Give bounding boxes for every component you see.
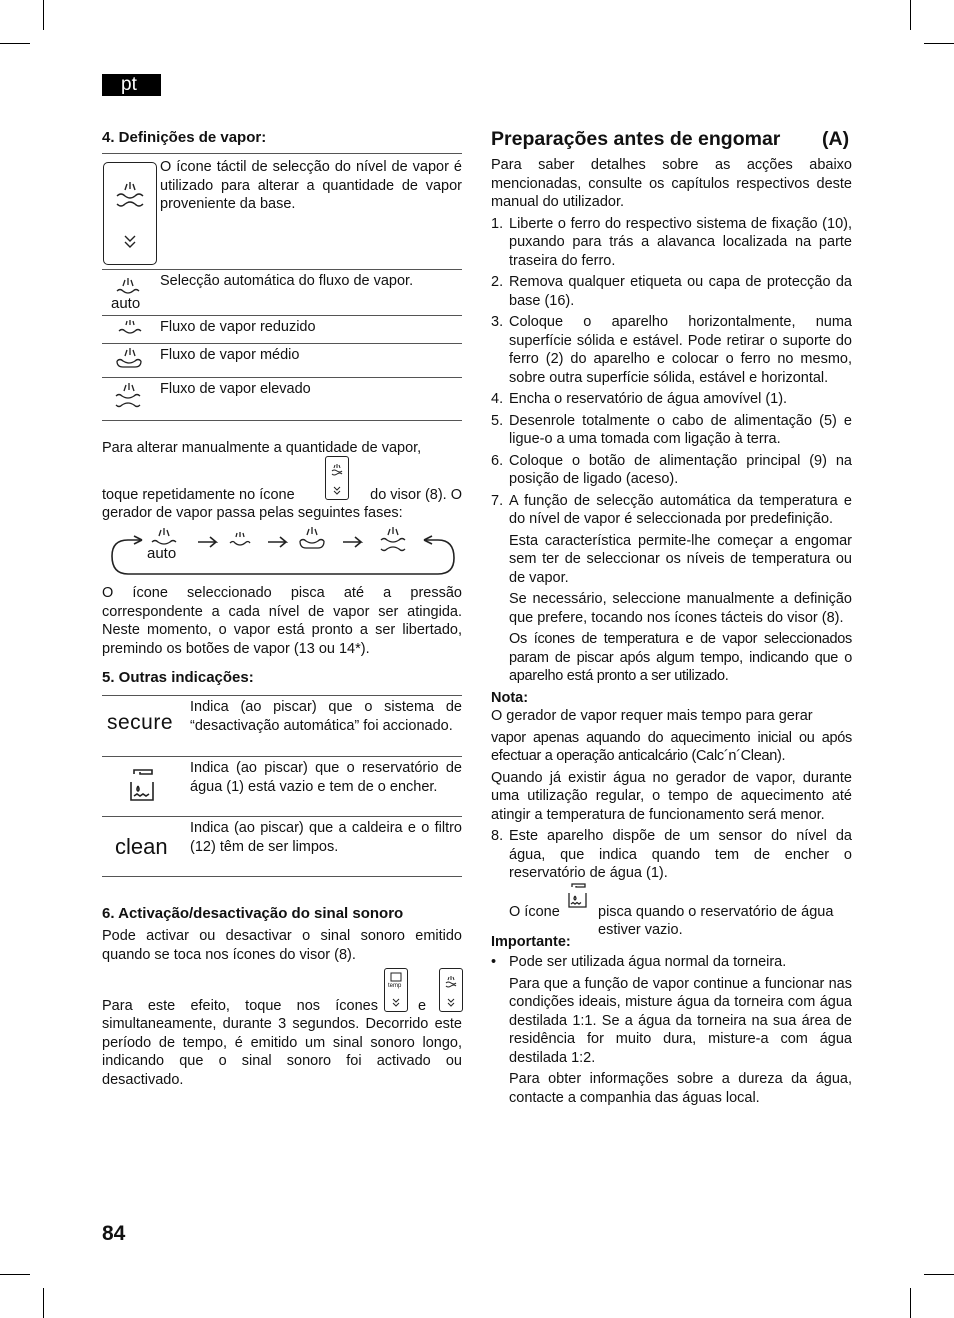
list-item: 8. Este aparelho dispõe de um sensor do nível da água, que indica quando tem de encher o reservatório de água (1). bbox=[491, 828, 852, 881]
section-6-text: Para este efeito, toque nos ícones bbox=[102, 998, 378, 1014]
crop-mark bbox=[910, 1288, 911, 1318]
step-8-icon-line: O ícone pisca quando o reservatório de água estiver vazio. bbox=[491, 887, 852, 931]
language-tab: pt bbox=[102, 74, 161, 96]
divider bbox=[102, 816, 462, 817]
steam-row-text: Fluxo de vapor médio bbox=[160, 347, 300, 363]
crop-mark bbox=[43, 0, 44, 30]
steam-low-icon bbox=[115, 319, 145, 339]
section-6-title: 6. Activação/desactivação do sinal sonoro bbox=[102, 905, 404, 922]
bullet-item: • Pode ser utilizada água normal da torneira. bbox=[491, 954, 787, 970]
nota-text: O gerador de vapor requer mais tempo para gerar bbox=[491, 708, 813, 724]
manual-change-text: gerador de vapor passa pelas seguintes fases: bbox=[102, 505, 403, 521]
importante-label: Importante: bbox=[491, 933, 571, 950]
right-column bbox=[491, 156, 852, 1107]
divider bbox=[102, 343, 462, 344]
list-item: 1. Liberte o ferro do respectivo sistema de fixação (10), puxando para trás a alavanca localizada na parte traseira do ferro. bbox=[491, 215, 852, 269]
nota-text: vapor apenas aquando do aquecimento inicial ou após efectuar a operação anticalcário (Calc´n´Clean). bbox=[491, 729, 852, 764]
nota-label: Nota: bbox=[491, 689, 529, 706]
list-item: 6. Coloque o botão de alimentação principal (9) na posição de ligado (aceso). bbox=[491, 452, 852, 487]
crop-mark bbox=[0, 43, 30, 44]
list-item: 2. Remova qualquer etiqueta ou capa de protecção da base (16). bbox=[491, 274, 852, 309]
step-7-extra: Se necessário, seleccione manualmente a definição que prefere, tocando nos ícones tácteis do visor (8). bbox=[509, 591, 852, 626]
steam-sequence-diagram: auto bbox=[106, 524, 458, 578]
manual-change-text: do visor (8). O bbox=[370, 487, 462, 503]
manual-change-text: toque repetidamente no ícone bbox=[102, 487, 295, 503]
secure-row-text: Indica (ao piscar) que o sistema de “desactivação automática” foi accionado. bbox=[190, 699, 462, 734]
clean-row-text: Indica (ao piscar) que a caldeira e o filtro (12) têm de ser limpos. bbox=[190, 820, 462, 855]
divider bbox=[102, 756, 462, 757]
page-title: Preparações antes de engomar bbox=[491, 128, 781, 150]
water-tank-empty-icon bbox=[567, 881, 589, 911]
divider bbox=[102, 377, 462, 378]
section-4-title: 4. Definições de vapor: bbox=[102, 129, 267, 146]
crop-mark bbox=[43, 1288, 44, 1318]
steam-row-text: Fluxo de vapor elevado bbox=[160, 381, 311, 397]
bullet-text: Para que a função de vapor continue a funcionar nas condições ideais, misture água da torneira com água destilada 1:1. Se a água da torneira na sua área de residência for muito dura, misture-a com água destilada 1:2. bbox=[509, 975, 852, 1066]
steam-touch-button-icon bbox=[103, 162, 157, 265]
crop-mark bbox=[910, 0, 911, 30]
step-7-extra: Os ícones de temperatura e de vapor seleccionados param de piscar após algum tempo, indicando que o aparelho está pronto a ser utilizado. bbox=[509, 631, 852, 684]
secure-icon: secure bbox=[107, 711, 174, 734]
nota-text: Quando já existir água no gerador de vapor, durante uma utilização regular, o tempo de aquecimento até atingir a temperatura de funcionamento será menor. bbox=[491, 769, 852, 823]
crop-mark bbox=[924, 1274, 954, 1275]
list-item: 4. Encha o reservatório de água amovível (1). bbox=[491, 391, 788, 407]
section-6-text: Pode activar ou desactivar o sinal sonoro emitido quando se toca nos ícones do visor (8). bbox=[102, 928, 462, 963]
divider bbox=[102, 153, 462, 154]
page-number: 84 bbox=[102, 1222, 126, 1245]
crop-mark bbox=[924, 43, 954, 44]
list-item: 3. Coloque o aparelho horizontalmente, numa superfície sólida e estável. Pode retirar o suporte do ferro (2) do aparelho e colocar o ferro no mesmo, sobre outra superfície sólida, estável e horizontal. bbox=[491, 314, 852, 386]
steam-medium-icon bbox=[113, 346, 145, 374]
steam-row-text: Fluxo de vapor reduzido bbox=[160, 319, 316, 335]
temp-touch-button-icon: temp bbox=[384, 968, 408, 1012]
blink-info-text: O ícone seleccionado pisca até a pressão correspondente a cada nível de vapor ser atingida. Neste momento, o vapor está pronto a ser libertado, premindo os botões de vapor (13 ou 14*). bbox=[102, 585, 462, 657]
list-item: 7. A função de selecção automática da temperatura e do nível de vapor é seleccionada por predefinição. bbox=[491, 492, 852, 527]
intro-text: Para saber detalhes sobre as acções abaixo mencionadas, consulte os capítulos respectivos deste manual do utilizador. bbox=[491, 157, 852, 210]
steam-touch-button-icon bbox=[439, 968, 463, 1012]
divider bbox=[102, 695, 462, 696]
water-tank-row-text: Indica (ao piscar) que o reservatório de água (1) está vazio e tem de o encher. bbox=[190, 760, 462, 795]
steam-row-text: Selecção automática do fluxo de vapor. bbox=[160, 273, 414, 289]
step-7-extra: Esta característica permite-lhe começar a engomar sem ter de seleccionar os níveis de temperatura ou de vapor. bbox=[509, 532, 852, 586]
bullet-text: Para obter informações sobre a dureza da água, contacte a companhia das águas local. bbox=[509, 1071, 852, 1106]
steam-touch-button-icon bbox=[325, 456, 349, 500]
divider bbox=[102, 876, 462, 877]
divider bbox=[102, 269, 462, 270]
list-item: 5. Desenrole totalmente o cabo de alimentação (5) e ligue-o a uma tomada com ligação à terra. bbox=[491, 412, 852, 447]
steam-high-icon bbox=[112, 381, 146, 417]
water-tank-empty-icon bbox=[128, 766, 158, 806]
steam-auto-icon: auto bbox=[110, 274, 150, 312]
section-4-intro: O ícone táctil de selecção do nível de vapor é utilizado para alterar a quantidade de vapor proveniente da base. bbox=[160, 159, 462, 212]
clean-icon: clean bbox=[115, 834, 168, 859]
divider bbox=[102, 315, 462, 316]
section-6-text: e bbox=[418, 998, 427, 1014]
divider bbox=[102, 420, 462, 421]
crop-mark bbox=[0, 1274, 30, 1275]
section-5-title: 5. Outras indicações: bbox=[102, 669, 254, 686]
manual-change-text: Para alterar manualmente a quantidade de vapor, bbox=[102, 440, 422, 456]
section-6-text: simultaneamente, durante 3 segundos. Decorrido este período de tempo, é emitido um sinal sonoro longo, indicando que o sinal sonoro foi activado ou desactivado. bbox=[102, 1016, 462, 1088]
page-title-ref: (A) bbox=[822, 128, 850, 150]
